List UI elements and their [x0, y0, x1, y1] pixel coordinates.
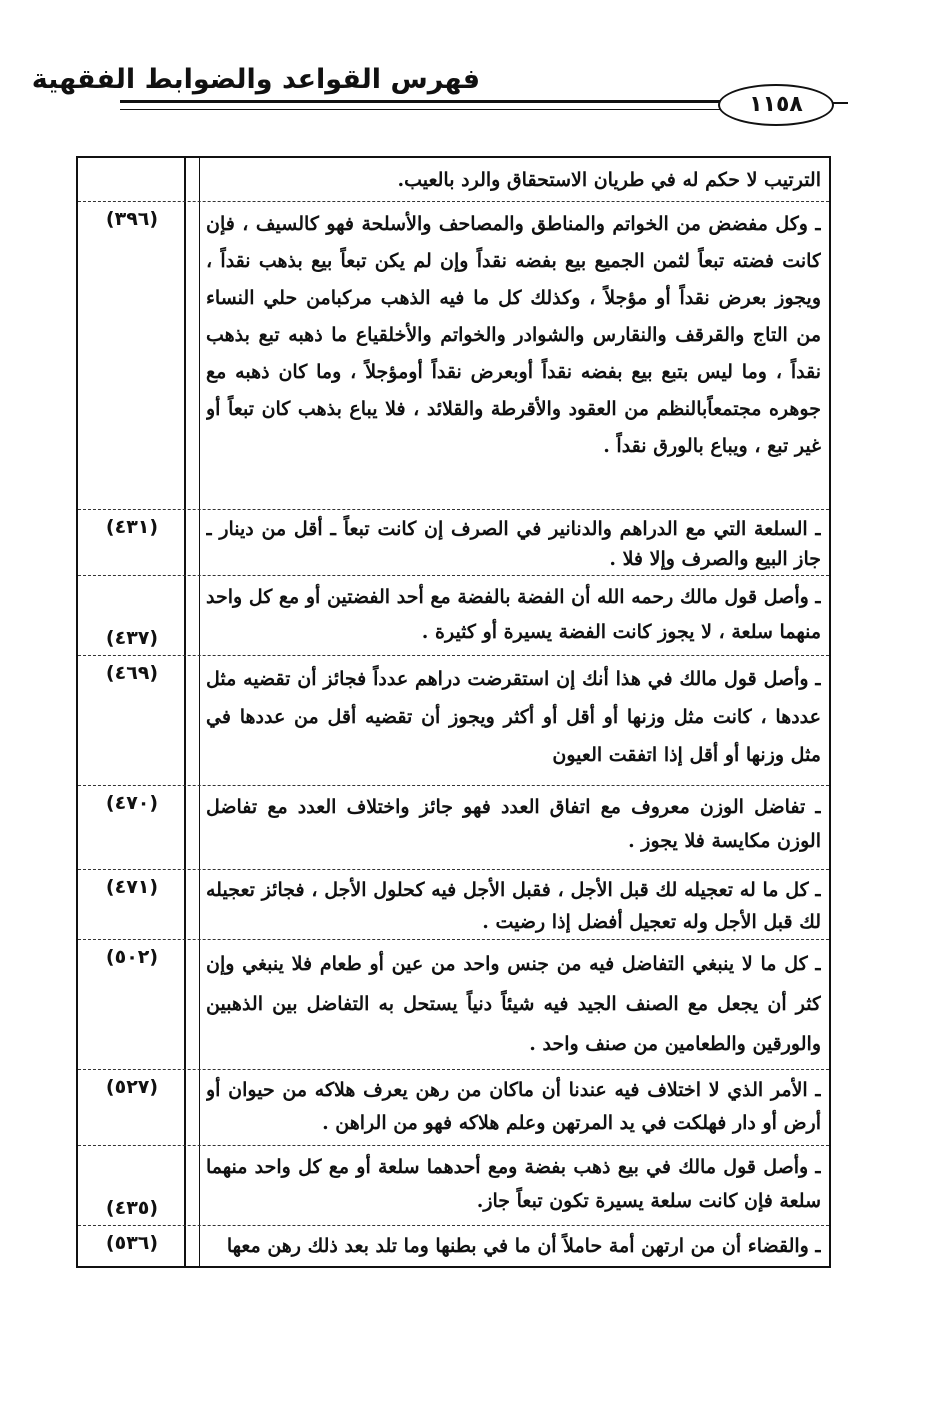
rule-text: ـ وأصل قول مالك في بيع ذهب بفضة ومع أحدهما سلعة أو مع كل واحد منهما سلعة فإن كانت سلعة يسيرة تكون تبعاً جاز. [206, 1156, 821, 1212]
rule-text: ـ وأصل قول مالك في هذا أنك إن استقرضت دراهم عدداً فجائز أن تقضيه مثل عددها ، كانت مثل وزنها أو أقل أو أكثر ويجوز أن تقضيه أقل من عددها في مثل وزنها أو أقل إذا اتفقت العيون [206, 668, 821, 766]
rule-reference: (٤٣١) [105, 516, 159, 538]
rule-reference: (٤٣٧) [105, 627, 159, 649]
rule-reference: (٤٣٥) [105, 1197, 159, 1219]
header-rule [120, 100, 720, 110]
rule-text: ـ السلعة التي مع الدراهم والدنانير في الصرف إن كانت تبعاً ـ أقل من دينار ـ جاز البيع والصرف وإلا فلا . [206, 518, 821, 570]
table-row [78, 1226, 829, 1266]
table-row [78, 510, 829, 576]
rule-text: الترتيب لا حكم له في طريان الاستحقاق والرد بالعيب. [397, 169, 821, 191]
rule-reference: (٣٩٦) [105, 208, 159, 230]
table-row [78, 1146, 829, 1226]
rule-reference: (٥٠٢) [105, 946, 159, 968]
rules-table [76, 156, 831, 1268]
rule-reference: (٤٦٩) [105, 662, 159, 684]
page-number: ١١٥٨ [718, 84, 834, 126]
rule-text: ـ تفاضل الوزن معروف مع اتفاق العدد فهو جائز واختلاف العدد مع تفاضل الوزن مكايسة فلا يجوز . [206, 796, 821, 852]
rule-text: ـ والقضاء أن من ارتهن أمة حاملاً أن ما في بطنها وما تلد بعد ذلك رهن معها [226, 1235, 821, 1257]
table-row [78, 158, 829, 202]
table-row [78, 656, 829, 786]
rule-text: ـ الأمر الذي لا اختلاف فيه عندنا أن ماكان من رهن يعرف هلاكه من حيوان أو أرض أو دار فهلكت في يد المرتهن وعلم هلاكه فهو من الراهن . [206, 1079, 821, 1134]
table-row [78, 940, 829, 1070]
table-row [78, 870, 829, 940]
rule-reference: (٥٣٦) [105, 1232, 159, 1254]
rule-text: ـ كل ما له تعجيله لك قبل الأجل ، فقبل الأجل فيه كحلول الأجل ، فجائز تعجيله لك قبل الأجل وله تعجيل أفضل إذا رضيت . [206, 879, 821, 933]
rule-text: ـ وأصل قول مالك رحمه الله أن الفضة بالفضة مع أحد الفضتين أو مع كل واحد منهما سلعة ، لا يجوز كانت الفضة يسيرة أو كثيرة . [206, 586, 821, 643]
table-row [78, 202, 829, 510]
table-row [78, 786, 829, 870]
table-row [78, 1070, 829, 1146]
rule-text: ـ كل ما لا ينبغي التفاضل فيه من جنس واحد من عين أو طعام فلا ينبغي وإن كثر أن يجعل مع الصنف الجيد فيه شيئاً دنياً يستحل به التفاضل بين الذهبين والورقين والطعامين من صنف واحد . [206, 953, 821, 1055]
rule-reference: (٥٢٧) [105, 1076, 159, 1098]
table-row [78, 576, 829, 656]
rule-reference: (٤٧١) [105, 876, 159, 898]
rule-text: ـ وكل مفضض من الخواتم والمناطق والمصاحف والأسلحة فهو كالسيف ، فإن كانت فضته تبعاً لثمن الجميع بيع بفضه نقداً وإن لم يكن تبعاً بيع بذهب نقداً ، ويجوز بعرض نقداً أو مؤجلاً ، وكذلك كل ما فيه الذهب مركبامن حلي النساء من التاج والقرقف والنقارس والشوادر والخواتم والأخلقياع ما ذهبه تبع بذهب نقداً ، وما ليس بتبع بيع بفضه نقداً أوبعرض نقداً أومؤجلاً ، وما كان ذهبه مع جوهره مجتمعاًبالنظم من العقود والأقرطة والقلائد ، فلا يباع بذهب كان تبعاً أو غير تبع ، ويباع بالورق نقداً . [206, 213, 821, 457]
rule-reference: (٤٧٠) [105, 792, 159, 814]
running-header-title: فهرس القواعد والضوابط الفقهية [31, 64, 480, 95]
